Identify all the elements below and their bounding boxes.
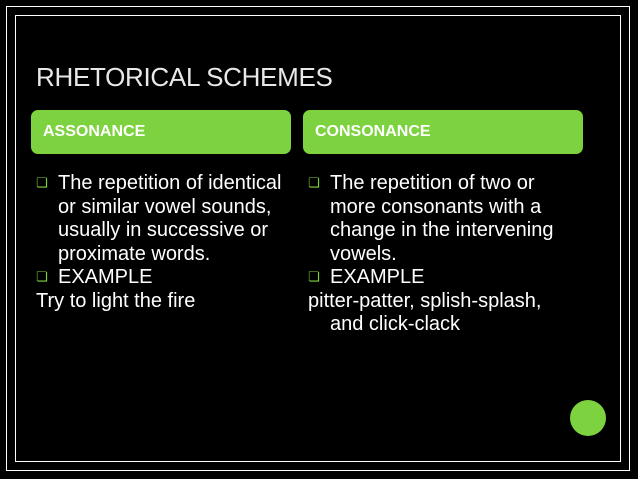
decorative-dot (570, 400, 606, 436)
bullet-text: The repetition of two or more consonants with a change in the intervening vowels. (330, 172, 554, 265)
hollow-square-bullet-icon: ❏ (308, 176, 320, 191)
bullet-item (36, 266, 286, 290)
hollow-square-bullet-icon: ❏ (36, 176, 48, 191)
assonance-column (36, 172, 286, 313)
bullet-text: EXAMPLE (58, 266, 153, 288)
hollow-square-bullet-icon: ❏ (36, 270, 48, 285)
bullet-item (308, 266, 578, 290)
bullet-text: The repetition of identical or similar vowel sounds, usually in successive or proximate words. (58, 172, 282, 265)
consonance-column (308, 172, 578, 337)
column-header-assonance: ASSONANCE (31, 110, 291, 154)
hollow-square-bullet-icon: ❏ (308, 270, 320, 285)
slide-title: RHETORICAL SCHEMES (36, 62, 333, 92)
example-text: pitter-patter, splish-splash, and click-clack (308, 289, 542, 335)
bullet-item (36, 172, 286, 266)
bullet-item (308, 172, 578, 266)
bullet-text: EXAMPLE (330, 266, 425, 288)
column-header-consonance: CONSONANCE (303, 110, 583, 154)
example-text: Try to light the fire (36, 289, 196, 312)
